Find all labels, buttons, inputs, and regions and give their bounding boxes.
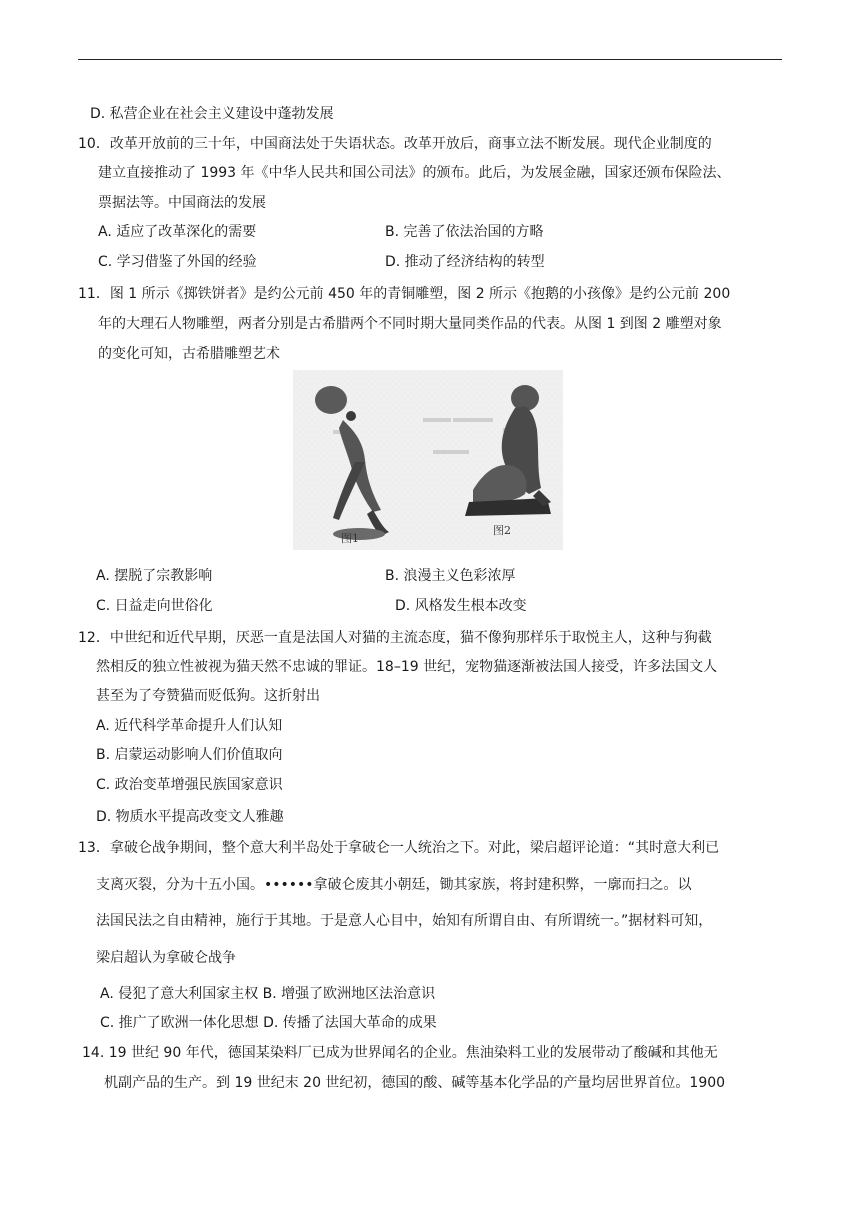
q11-option-d: D. 风格发生根本改变 xyxy=(395,598,527,614)
q13-stem-line-3: 法国民法之自由精神，施行于其地。于是意人心目中，始知有所谓自由、有所谓统一。”据材料可知， xyxy=(96,913,713,929)
q11-option-a: A. 摆脱了宗教影响 xyxy=(96,568,213,584)
q11-stem-line-3: 的变化可知，古希腊雕塑艺术 xyxy=(98,346,280,362)
q10-stem-line-1: 10．改革开放前的三十年，中国商法处于失语状态。改革开放后，商事立法不断发展。现代企业制度的 xyxy=(78,136,712,152)
q12-stem-line-2: 然相反的独立性被视为猫天然不忠诚的罪证。18–19 世纪，宠物猫逐渐被法国人接受，许多法国文人 xyxy=(96,659,718,675)
q10-option-c: C. 学习借鉴了外国的经验 xyxy=(98,254,257,270)
q11-stem-line-1: 11．图 1 所示《掷铁饼者》是约公元前 450 年的青铜雕塑，图 2 所示《抱鹅的小孩像》是约公元前 200 xyxy=(78,286,731,302)
q14-stem-line-2: 机副产品的生产。到 19 世纪末 20 世纪初，德国的酸、碱等基本化学品的产量均居世界首位。1900 xyxy=(104,1075,726,1091)
q10-option-a: A. 适应了改革深化的需要 xyxy=(98,224,257,240)
q10-option-d: D. 推动了经济结构的转型 xyxy=(385,254,545,270)
q10-option-b: B. 完善了依法治国的方略 xyxy=(385,224,544,240)
sculpture-figures xyxy=(293,370,563,550)
q12-option-a: A. 近代科学革命提升人们认知 xyxy=(96,718,283,734)
figure-1-label: 图1 xyxy=(341,532,359,545)
q13-options-ab: A. 侵犯了意大利国家主权 B. 增强了欧洲地区法治意识 xyxy=(100,986,436,1002)
q9-option-d: D. 私营企业在社会主义建设中蓬勃发展 xyxy=(90,106,334,122)
q10-stem-line-3: 票据法等。中国商法的发展 xyxy=(98,195,266,211)
q13-options-cd: C. 推广了欧洲一体化思想 D. 传播了法国大革命的成果 xyxy=(100,1015,437,1031)
header-rule xyxy=(78,59,782,60)
q11-option-c: C. 日益走向世俗化 xyxy=(96,598,213,614)
q12-option-c: C. 政治变革增强民族国家意识 xyxy=(96,777,283,793)
q14-stem-line-1: 14. 19 世纪 90 年代，德国某染料厂已成为世界闻名的企业。焦油染料工业的发展带动了酸碱和其他无 xyxy=(82,1045,718,1061)
sculpture-image xyxy=(293,370,563,550)
figure-2-label: 图2 xyxy=(493,524,511,537)
q11-stem-line-2: 年的大理石人物雕塑，两者分别是古希腊两个不同时期大量同类作品的代表。从图 1 到图 2 雕塑对象 xyxy=(98,316,722,332)
q13-stem-line-2: 支离灭裂，分为十五小国。••••••拿破仑废其小朝廷，锄其家族，将封建积弊，一廓而扫之。以 xyxy=(96,877,692,893)
q12-option-d: D. 物质水平提高改变文人雅趣 xyxy=(96,809,284,825)
q10-stem-line-2: 建立直接推动了 1993 年《中华人民共和国公司法》的颁布。此后，为发展金融，国家还颁布保险法、 xyxy=(98,165,731,181)
q12-option-b: B. 启蒙运动影响人们价值取向 xyxy=(96,747,283,763)
q13-stem-line-4: 梁启超认为拿破仑战争 xyxy=(96,950,236,966)
q12-stem-line-3: 甚至为了夸赞猫而贬低狗。这折射出 xyxy=(96,688,320,704)
q11-option-b: B. 浪漫主义色彩浓厚 xyxy=(385,568,516,584)
q13-stem-line-1: 13．拿破仑战争期间，整个意大利半岛处于拿破仑一人统治之下。对此，梁启超评论道：“其时意大利已 xyxy=(78,840,720,856)
q12-stem-line-1: 12．中世纪和近代早期，厌恶一直是法国人对猫的主流态度，猫不像狗那样乐于取悦主人，这种与狗截 xyxy=(78,630,712,646)
